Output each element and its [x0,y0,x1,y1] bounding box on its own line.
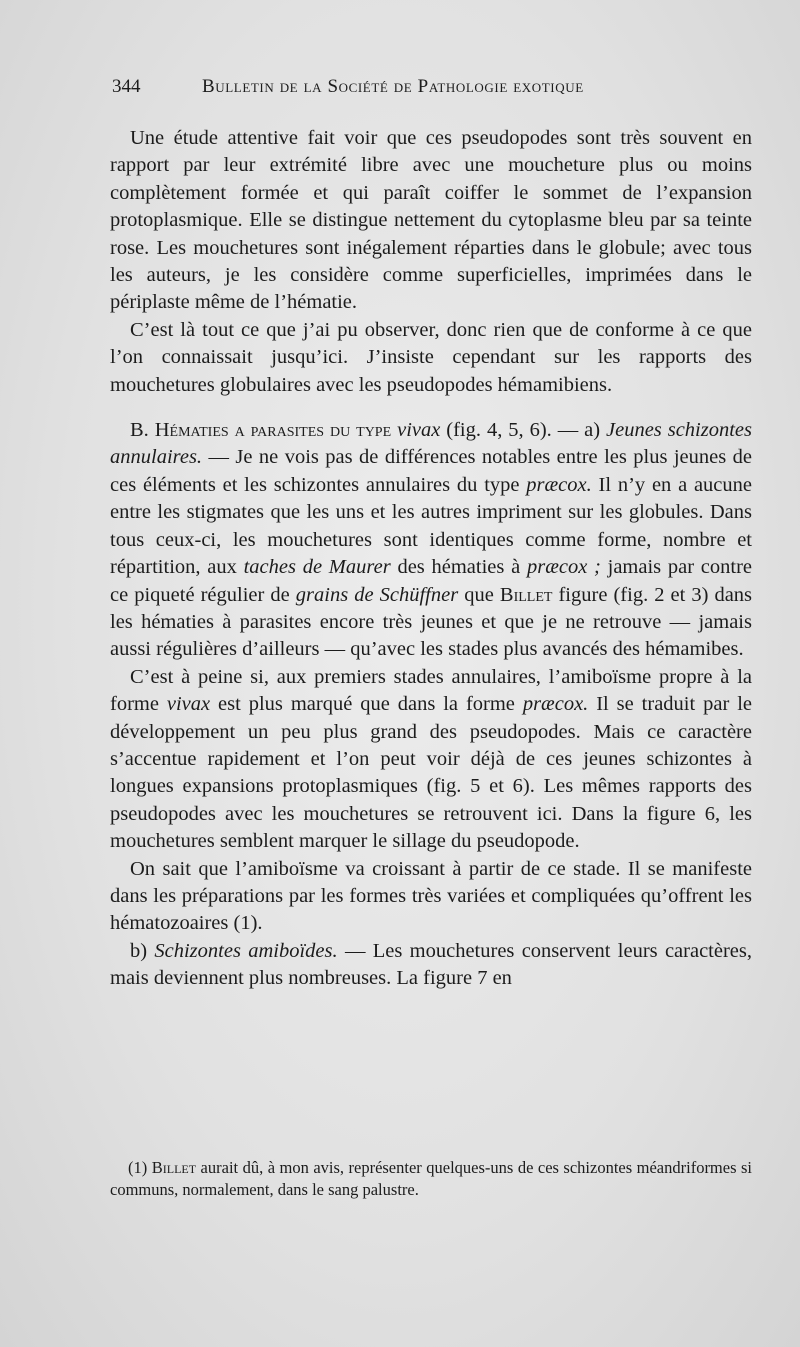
section-heading: Hématies a parasites du type [154,419,392,442]
italic-term: grains de Schüffner [295,583,459,606]
figure-reference: (fig. 4, 5, 6). — a) [446,419,601,442]
author-name: Billet [499,583,553,606]
subsection-letter: b) [130,939,148,962]
paragraph-6 [110,938,752,993]
paragraph-2: C’est là tout ce que j’ai pu observer, donc rien que de conforme à ce que l’on connaissait jusqu’ici. J’insiste cependant sur les rapports des mouchetures globulaires avec les pseudopodes hémamibiens. [110,318,752,396]
footnote-text [110,1157,752,1201]
text-run: Il se traduit par le développement un peu plus grand des pseudopodes. Mais ce caractère s’accentue rapidement et l’on peut voir déjà de ces jeunes schizontes à longues expansions protoplasmiques (fig. 5 et 6). Les mêmes rapports des pseudopodes avec les mouchetures se retrouvent ici. Dans la figure 6, les mouchetures semblent marquer le sillage du pseudopode. [110,693,752,853]
text-run: jamais par contre ce piqueté régulier de [110,556,753,606]
page-header [112,76,752,106]
footnote [110,1157,752,1201]
text-run: figure (fig. 2 et 3) dans les hématies à parasites encore très jeunes et que je ne retrouve — jamais aussi régulières d’ailleurs — qu’avec les stades plus avancés des hémamibes. [110,583,753,661]
section-heading-italic: vivax [397,419,441,442]
italic-term: vivax [166,693,211,716]
text-run: aurait dû, à mon avis, représenter quelques-uns de ces schizontes méandriformes si communs, normalement, dans le sang palustre. [110,1158,753,1199]
italic-term: præcox ; [526,556,601,579]
running-title: Bulletin de la Société de Pathologie exotique [202,76,584,97]
page-number: 344 [112,76,141,97]
italic-term: præcox. [526,473,592,496]
text-run: des hématies à [397,556,521,579]
footnote-marker: (1) [128,1158,148,1177]
body-text [110,125,752,993]
author-name: Billet [151,1158,197,1177]
paragraph-1: Une étude attentive fait voir que ces pseudopodes sont très souvent en rapport par leur extrémité libre avec une moucheture plus ou moins complètement formée et qui paraît coiffer le sommet de l’expansion protoplasmique. Elle se distingue nettement du cytoplasme bleu par sa teinte rose. Les mouchetures sont inégalement réparties dans le globule; avec tous les auteurs, je les considère comme superficielles, imprimées dans le périplaste même de l’hématie. [110,127,752,314]
text-run: est plus marqué que dans la forme [218,693,515,716]
subheading: Jeunes schizontes annulaires. [110,419,752,469]
paragraph-5: On sait que l’amiboïsme va croissant à partir de ce stade. Il se manifeste dans les préparations par les formes très variées et compliquées qu’offrent les hématozoaires (1). [110,857,752,935]
italic-term: taches de Maurer [243,556,391,579]
paragraph-4 [110,664,752,856]
section-letter: B. [130,419,149,442]
italic-term: præcox. [522,693,589,716]
text-run: Il n’y en a aucune entre les stigmates que les uns et les autres impriment sur les globules. Dans tous ceux-ci, les mouchetures sont identiques comme forme, nombre et répartition, aux [110,473,753,579]
text-run: — Je ne vois pas de différences notables entre les plus jeunes de ces éléments et les schizontes annulaires du type [110,446,753,496]
text-run: que [464,583,494,606]
paragraph-3 [110,417,752,664]
text-run: C’est à peine si, aux premiers stades annulaires, l’amiboïsme propre à la forme [110,665,752,716]
text-run: — Les mouchetures conservent leurs caractères, mais deviennent plus nombreuses. La figure 7 en [110,939,752,990]
subheading: Schizontes amiboïdes. [154,939,338,962]
